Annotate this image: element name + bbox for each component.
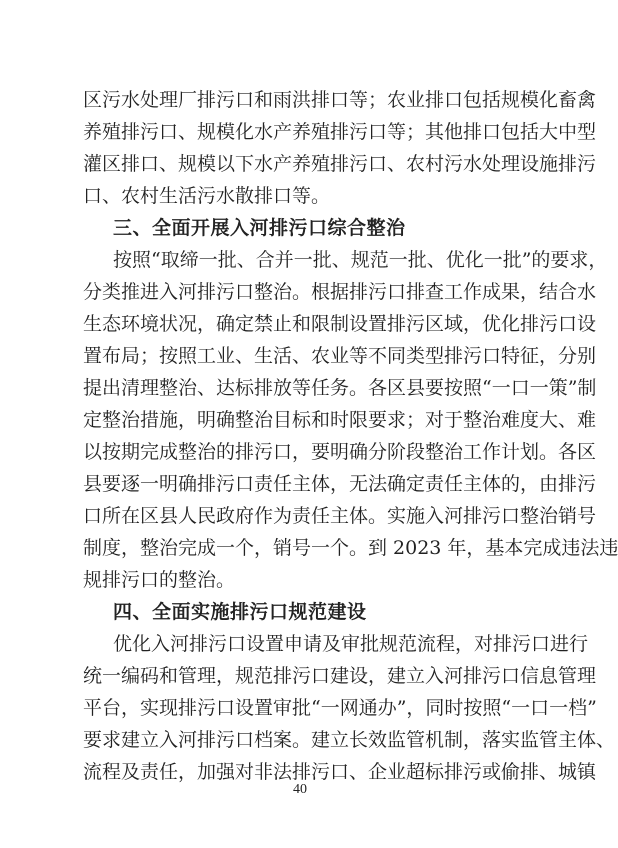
document-body xyxy=(83,84,618,788)
text-line: 生态环境状况，确定禁止和限制设置排污区域，优化排污口设 xyxy=(83,313,597,335)
text-line: 养殖排污口、规模化水产养殖排污口等；其他排口包括大中型 xyxy=(83,121,597,143)
text-line: 提出清理整治、达标排放等任务。各区县要按照“一口一策”制 xyxy=(83,377,597,399)
page-number: 40 xyxy=(293,782,307,797)
text-line: 灌区排口、规模以下水产养殖排污口、农村污水处理设施排污 xyxy=(83,153,597,175)
text-line: 口所在区县人民政府作为责任主体。实施入河排污口整治销号 xyxy=(83,505,597,527)
text-line: 按照“取缔一批、合并一批、规范一批、优化一批”的要求， xyxy=(113,249,608,271)
text-line: 置布局；按照工业、生活、农业等不同类型排污口特征，分别 xyxy=(83,345,597,367)
section-heading: 四、全面实施排污口规范建设 xyxy=(113,601,367,623)
text-line: 流程及责任，加强对非法排污口、企业超标排污或偷排、城镇 xyxy=(83,761,597,783)
text-line: 优化入河排污口设置申请及审批规范流程，对排污口进行 xyxy=(113,633,589,655)
text-line: 以按期完成整治的排污口，要明确分阶段整治工作计划。各区 xyxy=(83,441,597,463)
text-line: 分类推进入河排污口整治。根据排污口排查工作成果，结合水 xyxy=(83,281,597,303)
text-line: 县要逐一明确排污口责任主体，无法确定责任主体的，由排污 xyxy=(83,473,597,495)
section-heading: 三、全面开展入河排污口综合整治 xyxy=(113,217,406,239)
text-line: 要求建立入河排污口档案。建立长效监管机制，落实监管主体、 xyxy=(83,729,616,751)
text-line: 口、农村生活污水散排口等。 xyxy=(83,185,331,207)
text-line: 区污水处理厂排污口和雨洪排口等；农业排口包括规模化畜禽 xyxy=(83,89,597,111)
text-line: 制度，整治完成一个，销号一个。到 2023 年，基本完成违法违 xyxy=(83,537,618,559)
text-line: 规排污口的整治。 xyxy=(83,569,236,591)
text-line: 平台，实现排污口设置审批“一网通办”，同时按照“一口一档” xyxy=(83,697,597,719)
text-line: 定整治措施，明确整治目标和时限要求；对于整治难度大、难 xyxy=(83,409,597,431)
text-line: 统一编码和管理，规范排污口建设，建立入河排污口信息管理 xyxy=(83,665,597,687)
